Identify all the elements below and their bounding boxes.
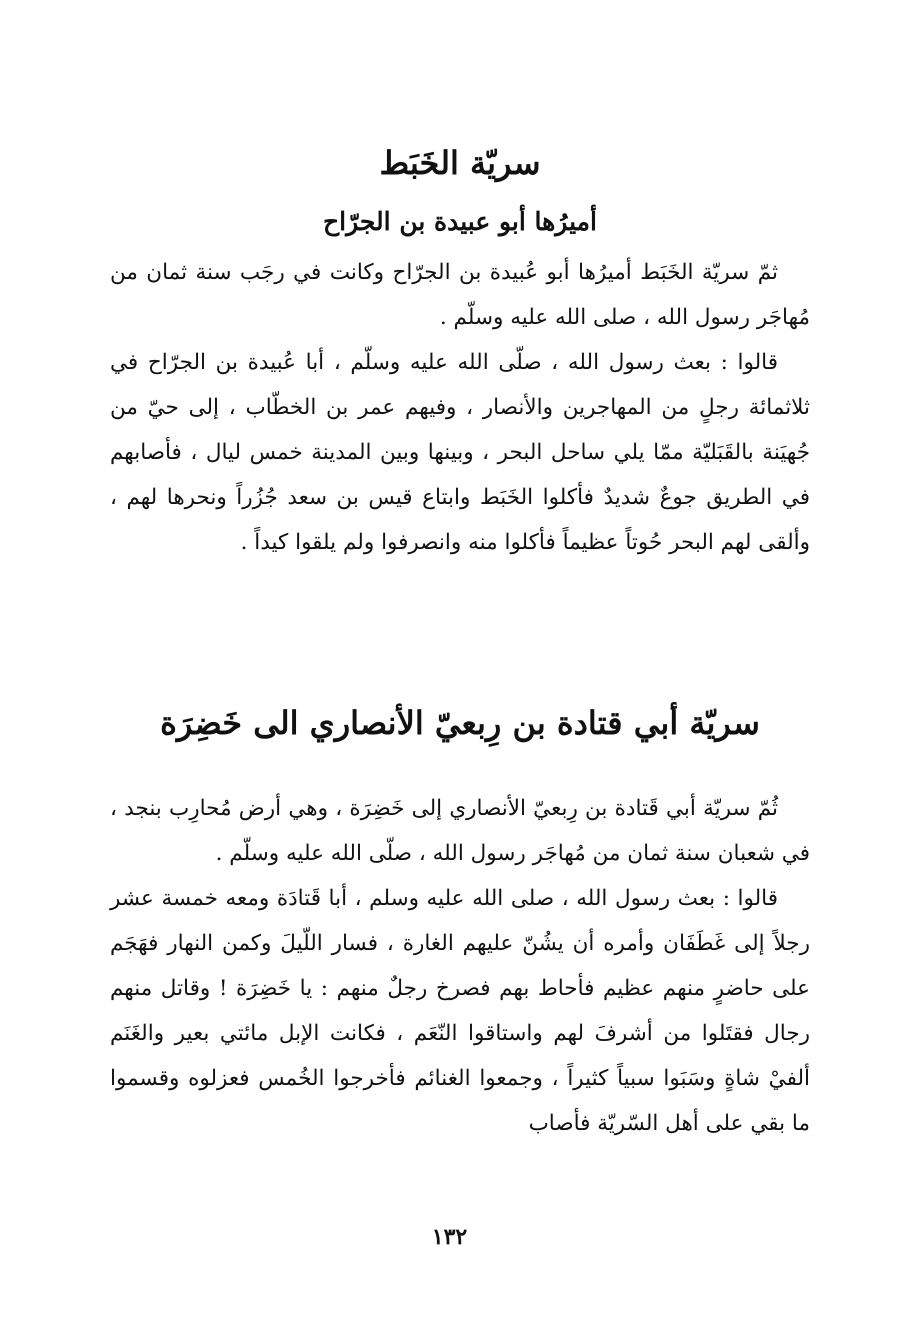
page-number: ١٣٢	[431, 1224, 468, 1250]
section-title: سريّة الخَبَط	[379, 144, 541, 182]
paragraph: ثمّ سريّة الخَبَط أميرُها أبو عُبيدة بن الجرّاح وكانت في رجَب سنة ثمان من مُهاجَر رسول الله ، صلى الله عليه وسلّم .	[110, 260, 810, 330]
paragraph: قالوا : بعث رسول الله ، صلّى الله عليه وسلّم ، أبا عُبيدة بن الجرّاح في ثلاثمائة رجلٍ من المهاجرين والأنصار ، وفيهم عمر بن الخطّاب ، إلى حيّ من جُهيَنة بالقَبَليّة ممّا يلي ساحل البحر ، وبينها وبين المدينة خمس ليال ، فأصابهم في الطريق جوعٌ شديدٌ فأكلوا الخَبَط وابتاع قيس بن سعد جُزُراً ونحرها لهم ، وألقى لهم البحر حُوتاً عظيماً فأكلوا منه وانصرفوا ولم يلقوا كيداً .	[110, 350, 810, 555]
section-title: سريّة أبي قتادة بن رِبعيّ الأنصاري الى خَضِرَة	[160, 704, 760, 742]
paragraph: قالوا : بعث رسول الله ، صلى الله عليه وسلم ، أبا قَتادَة ومعه خمسة عشر رجلاً إلى غَطَفَان وأمره أن يشُنّ عليهم الغارة ، فسار اللّيلَ وكمن النهار فهَجَم على حاضرٍ منهم عظيم فأحاط بهم فصرخ رجلٌ منهم : يا خَضِرَة ! وقاتل منهم رجال فقتَلوا من أشرفَ لهم واستاقوا النّعَم ، فكانت الإبل مائتي بعير والغَنَم ألفيْ شاةٍ وسَبَوا سبياً كثيراً ، وجمعوا الغنائم فأخرجوا الخُمس فعزلوه وقسموا ما بقي على أهل السّريّة فأصاب	[110, 886, 810, 1136]
section-khabat-raid	[110, 140, 810, 565]
paragraph: ثُمّ سريّة أبي قَتادة بن رِبعيّ الأنصاري إلى خَضِرَة ، وهي أرض مُحارِب بنجد ، في شعبان سنة ثمان من مُهاجَر رسول الله ، صلّى الله عليه وسلّم .	[110, 796, 810, 866]
section-abu-qatada-raid	[110, 700, 810, 1146]
section-subtitle: أميرُها أبو عبيدة بن الجرّاح	[323, 207, 597, 236]
